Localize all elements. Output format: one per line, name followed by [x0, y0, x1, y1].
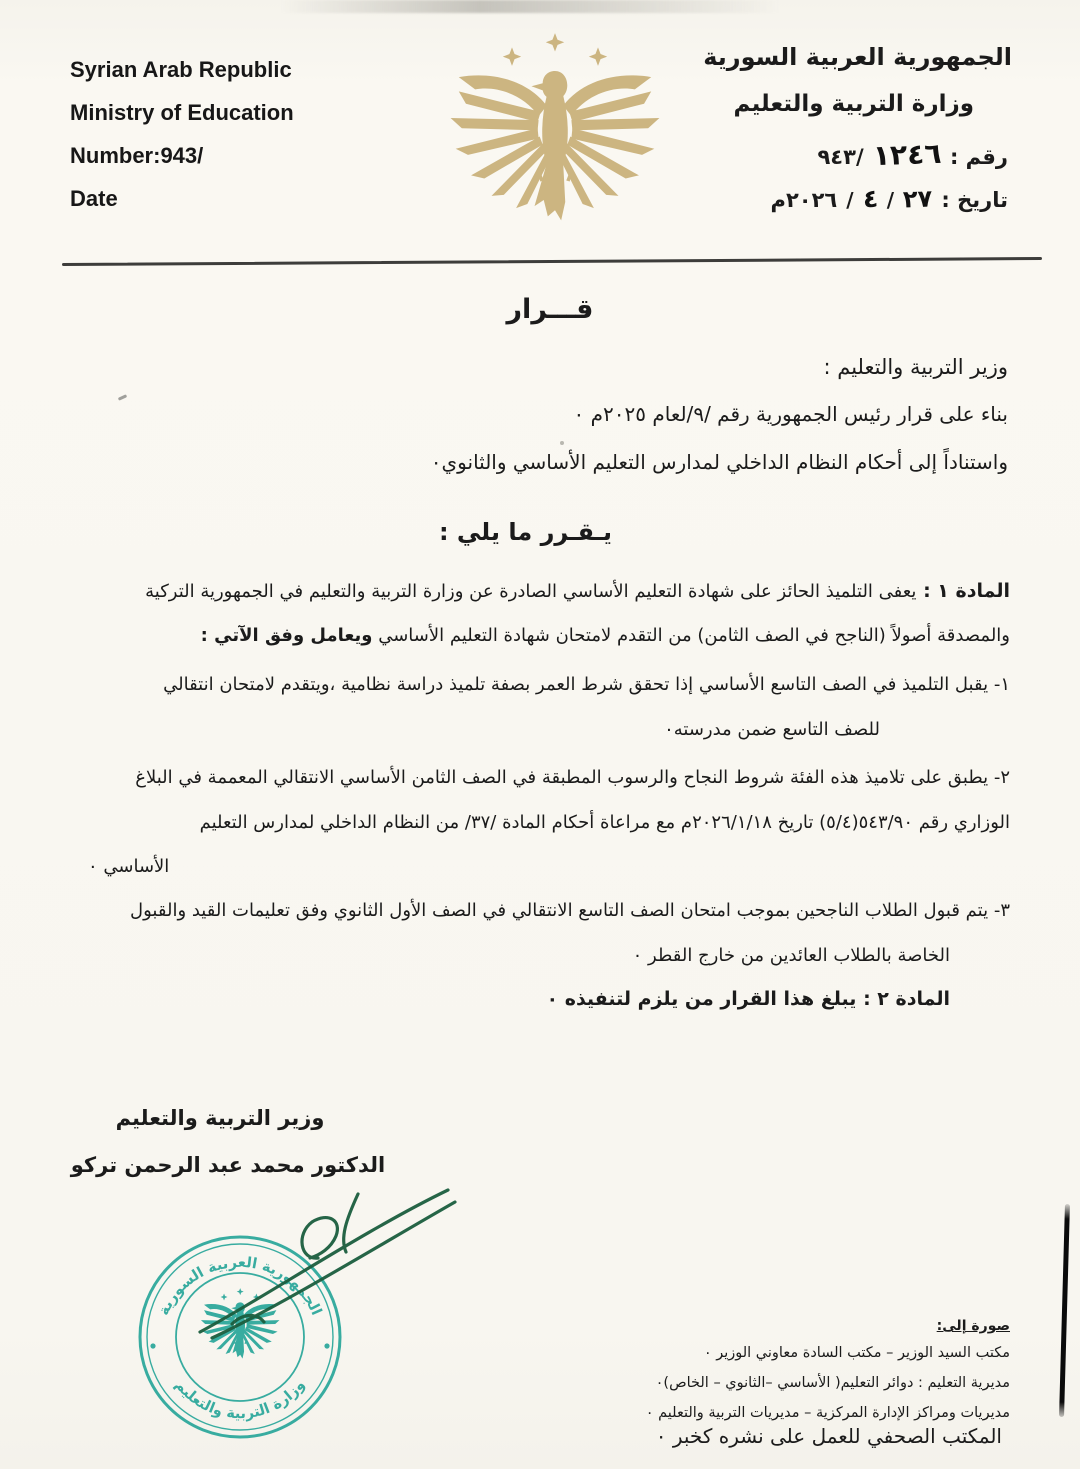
letterhead-country-ar: الجمهورية العربية السورية	[703, 43, 1012, 71]
signatory-name: الدكتور محمد عبد الرحمن تركو	[70, 1153, 386, 1177]
date-separator: /	[846, 188, 854, 212]
stamp-bottom-arc-text: وزارة التربية والتعليم	[171, 1377, 309, 1423]
scan-speck	[560, 441, 564, 445]
letterhead-number-en: Number:943/	[70, 143, 204, 168]
item2-line2: الوزاري رقم ٥٤٣/٩٠(٥/٤) تاريخ ٢٠٢٦/١/١٨م مع مراعاة أحكام المادة /٣٧/ من النظام الداخلي لمدارس التعليم	[199, 812, 1010, 833]
article1-line1	[145, 580, 1010, 604]
header-divider	[62, 257, 1042, 265]
signatory-title: وزير التربية والتعليم	[115, 1106, 325, 1130]
number-label: رقم :	[949, 145, 1008, 169]
article1-bold-tail: ويعامل وفق الآتي :	[200, 625, 373, 646]
decree-title: قـــرار	[506, 294, 594, 325]
item1-line1: ١- يقبل التلميذ في الصف التاسع الأساسي إذا تحقق شرط العمر بصفة تلميذ دراسة نظامية ،ويتقدم لامتحان انتقالي	[163, 674, 1010, 695]
footer-line-central-admin: مديريات ومراكز الإدارة المركزية – مديريات التربية والتعليم ٠	[645, 1405, 1010, 1421]
date-label: تاريخ :	[941, 188, 1008, 212]
scan-speck	[118, 394, 127, 401]
scan-artifact-top-smudge	[280, 0, 780, 13]
footer-line-education-directorate: مديرية التعليم : دوائر التعليم( الأساسي –الثانوي – الخاص)٠	[655, 1375, 1010, 1391]
footer-copy-to-heading: صورة إلى:	[936, 1318, 1010, 1334]
preamble-bylaws: واستناداً إلى أحكام النظام الداخلي لمدارس التعليم الأساسي والثانوي٠	[430, 450, 1008, 474]
article2-line	[547, 988, 951, 1012]
article2-text: يبلغ هذا القرار من يلزم لتنفيذه ٠	[546, 988, 857, 1010]
article1-text2: والمصدقة أصولاً (الناجح في الصف الثامن) من التقدم لامتحان شهادة التعليم الأساسي	[372, 625, 1010, 646]
number-printed: ٩٤٣/	[817, 145, 864, 169]
date-day-handwritten: ٢٧	[902, 184, 933, 214]
footer-line-minister-office: مكتب السيد الوزير – مكتب السادة معاوني الوزير ٠	[703, 1345, 1010, 1361]
date-separator: /	[886, 188, 895, 212]
minister-signature	[140, 1160, 480, 1350]
article1-line2	[201, 625, 1010, 648]
footer-press-office-line: المكتب الصحفي للعمل على نشره كخبر ٠	[655, 1424, 1002, 1448]
decides-heading: يـقـرر ما يلي :	[438, 518, 612, 546]
item3-line2: الخاصة بالطلاب العائدين من خارج القطر ٠	[632, 945, 950, 966]
preamble-minister: وزير التربية والتعليم :	[823, 355, 1008, 379]
article1-text1: يعفى التلميذ الحائز على شهادة التعليم الأساسي الصادرة عن وزارة التربية والتعليم في الجمهورية التركية	[145, 581, 917, 602]
preamble-presidential-decree: بناء على قرار رئيس الجمهورية رقم /٩/لعام ٢٠٢٥م ٠	[573, 402, 1008, 426]
golden-eagle-emblem-icon	[432, 30, 678, 245]
date-month-handwritten: ٤	[862, 183, 879, 214]
item3-line1: ٣- يتم قبول الطلاب الناجحين بموجب امتحان الصف التاسع الانتقالي في الصف الأول الثانوي وفق تعليمات القيد والقبول	[130, 900, 1010, 921]
document-date-line	[771, 183, 1008, 214]
item1-line2: للصف التاسع ضمن مدرسته٠	[664, 719, 880, 740]
letterhead-country-en: Syrian Arab Republic	[70, 57, 292, 82]
article2-lead: المادة ٢ :	[856, 988, 950, 1010]
letterhead-date-en: Date	[70, 186, 118, 211]
article1-lead: المادة ١ :	[916, 580, 1010, 602]
date-year-printed: ٢٠٢٦م	[770, 188, 838, 212]
item2-line3: الأساسي ٠	[88, 856, 170, 877]
number-handwritten: ١٢٤٦	[872, 136, 942, 173]
scan-artifact-vertical-line	[1059, 1204, 1069, 1417]
letterhead-ministry-en: Ministry of Education	[70, 100, 294, 125]
document-number-line	[817, 137, 1008, 172]
letterhead-ministry-ar: وزارة التربية والتعليم	[733, 91, 974, 117]
stamp-top-arc-text: الجمهورية العربية السورية	[155, 1254, 325, 1318]
item2-line1: ٢- يطبق على تلاميذ هذه الفئة شروط النجاح والرسوب المطبقة في الصف الثامن الأساسي الانتقالي المعممة في البلاغ	[135, 767, 1010, 788]
